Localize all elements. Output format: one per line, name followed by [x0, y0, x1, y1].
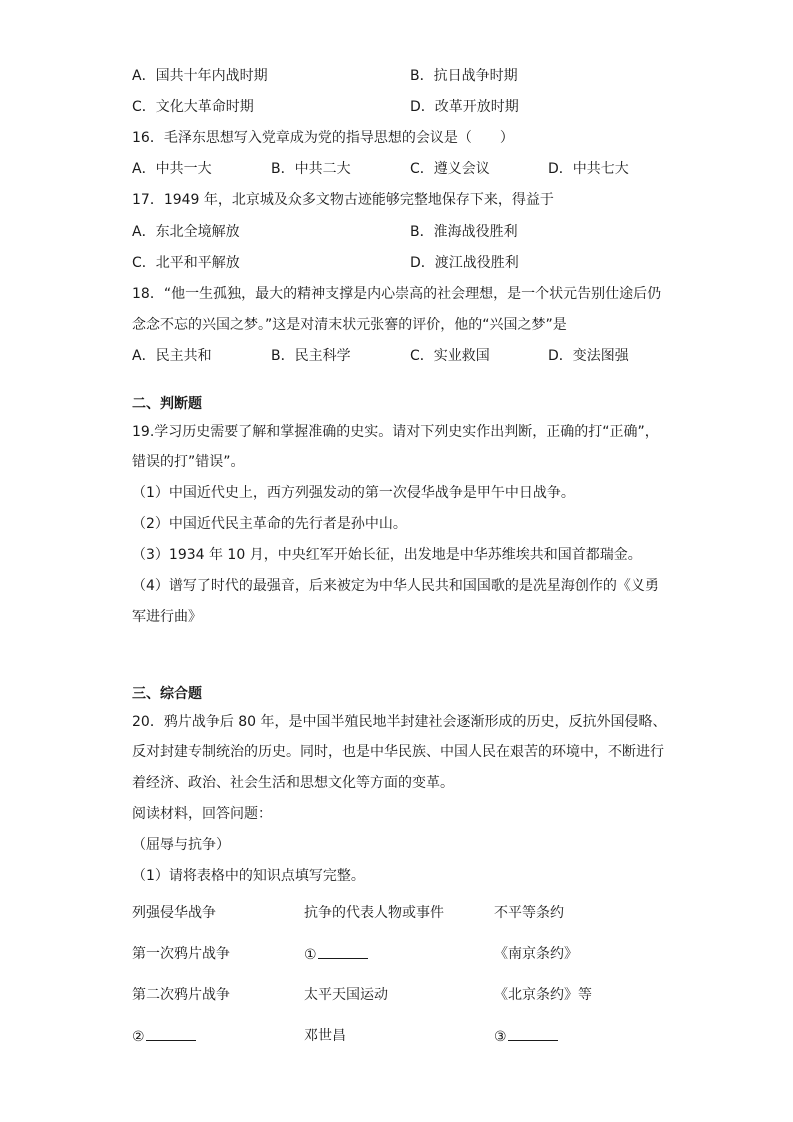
q16-option-d: D．中共七大	[548, 161, 629, 177]
table-header-treaty: 不平等条约	[494, 905, 564, 921]
q15-option-c: C．文化大革命时期	[132, 99, 254, 115]
table-cell-war-blank[interactable]	[132, 1026, 196, 1047]
q20-stem-line3: 着经济、政治、社会生活和思想文化等方面的变革。	[132, 775, 454, 791]
q16-option-a: A．中共一大	[132, 161, 212, 177]
q16-option-c: C．遵义会议	[410, 161, 490, 177]
q19-statement-1: （1）中国近代史上，西方列强发动的第一次侵华战争是甲午中日战争。	[132, 485, 575, 501]
fill-blank-line	[146, 1026, 196, 1041]
table-cell-war: 第一次鸦片战争	[132, 946, 230, 962]
q19-statement-3: （3）1934 年 10 月，中央红军开始长征，出发地是中华苏维埃共和国首都瑞金。	[132, 547, 642, 563]
q19-stem-line1: 19.学习历史需要了解和掌握准确的史实。请对下列史实作出判断，正确的打“正确”，	[132, 424, 659, 440]
section-2-title: 二、判断题	[132, 396, 202, 412]
q18-option-b: B．民主科学	[271, 348, 351, 364]
q17-option-b: B．淮海战役胜利	[410, 224, 518, 240]
q20-subheading: （屈辱与抗争）	[132, 837, 230, 853]
q20-stem-line2: 反对封建专制统治的历史。同时，也是中华民族、中国人民在艰苦的环境中，不断进行	[132, 744, 664, 760]
table-header-war: 列强侵华战争	[132, 905, 216, 921]
q16-stem: 16．毛泽东思想写入党章成为党的指导思想的会议是（ ）	[132, 130, 514, 146]
q17-stem: 17．1949 年，北京城及众多文物古迹能够完整地保存下来，得益于	[132, 192, 554, 208]
q18-option-d: D．变法图强	[548, 348, 629, 364]
q15-option-d: D．改革开放时期	[410, 99, 519, 115]
q20-stem-line1: 20．鸦片战争后 80 年，是中国半殖民地半封建社会逐渐形成的历史，反抗外国侵略、	[132, 714, 667, 730]
table-cell-resistance: 邓世昌	[304, 1028, 346, 1044]
q18-option-a: A．民主共和	[132, 348, 212, 364]
q18-stem-line2: 念念不忘的兴国之梦。”这是对清末状元张謇的评价，他的“兴国之梦”是	[132, 317, 567, 333]
q17-option-a: A．东北全境解放	[132, 224, 240, 240]
q20-part-1: （1）请将表格中的知识点填写完整。	[132, 868, 365, 884]
table-header-resistance: 抗争的代表人物或事件	[304, 905, 444, 921]
q17-option-c: C．北平和平解放	[132, 255, 240, 271]
q19-stem-line2: 错误的打”错误”。	[132, 454, 245, 470]
table-cell-treaty: 《北京条约》等	[494, 987, 592, 1003]
q15-option-b: B．抗日战争时期	[410, 68, 518, 84]
section-3-title: 三、综合题	[132, 686, 202, 702]
table-cell-resistance: 太平天国运动	[304, 987, 388, 1003]
q20-reading-prompt: 阅读材料，回答问题：	[132, 806, 272, 822]
table-cell-war: 第二次鸦片战争	[132, 987, 230, 1003]
table-cell-treaty-blank[interactable]	[494, 1026, 558, 1047]
q19-statement-2: （2）中国近代民主革命的先行者是孙中山。	[132, 516, 407, 532]
q17-option-d: D．渡江战役胜利	[410, 255, 519, 271]
q19-statement-4-line1: （4）谱写了时代的最强音，后来被定为中华人民共和国国歌的是冼星海创作的《义勇	[132, 578, 659, 594]
fill-blank-line	[508, 1026, 558, 1041]
fill-blank-line	[318, 944, 368, 959]
blank-marker: ①	[304, 947, 317, 963]
table-cell-treaty: 《南京条约》	[494, 946, 578, 962]
table-cell-resistance-blank[interactable]	[304, 944, 368, 965]
q18-option-c: C．实业救国	[410, 348, 490, 364]
blank-marker: ②	[132, 1029, 145, 1045]
q19-statement-4-line2: 军进行曲》	[132, 609, 202, 625]
q16-option-b: B．中共二大	[271, 161, 351, 177]
blank-marker: ③	[494, 1029, 507, 1045]
q15-option-a: A．国共十年内战时期	[132, 68, 268, 84]
q18-stem-line1: 18．“他一生孤独，最大的精神支撑是内心崇高的社会理想，是一个状元告别仕途后仍	[132, 286, 662, 302]
